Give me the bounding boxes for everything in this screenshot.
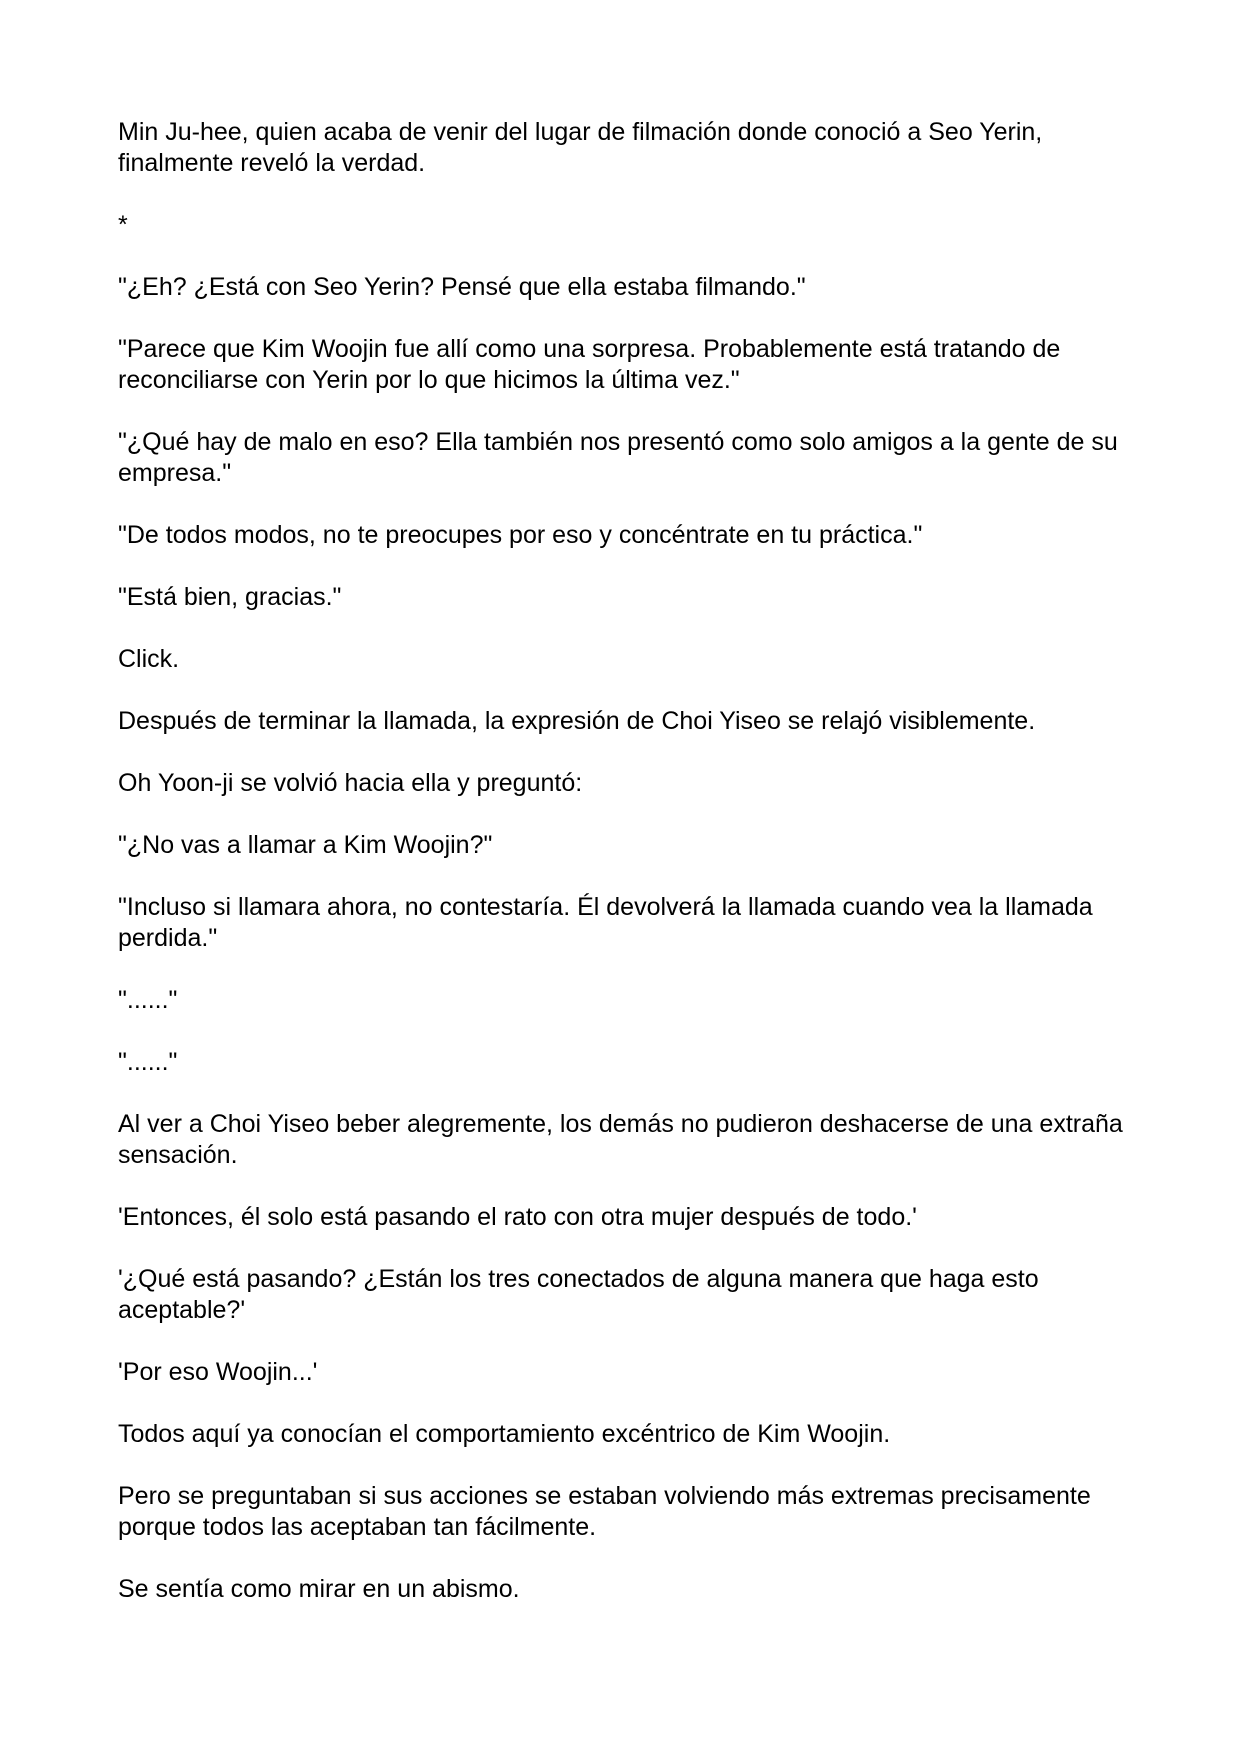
paragraph: 'Por eso Woojin...' [118, 1358, 318, 1386]
paragraph: "De todos modos, no te preocupes por eso y concéntrate en tu práctica." [118, 521, 923, 549]
paragraph: Se sentía como mirar en un abismo. [118, 1575, 520, 1603]
paragraph: 'Entonces, él solo está pasando el rato con otra mujer después de todo.' [118, 1203, 917, 1231]
paragraph: Al ver a Choi Yiseo beber alegremente, los demás no pudieron deshacerse de una extraña sensación. [118, 1110, 1123, 1169]
paragraph: "¿Qué hay de malo en eso? Ella también nos presentó como solo amigos a la gente de su empresa." [118, 428, 1118, 487]
paragraph: '¿Qué está pasando? ¿Están los tres conectados de alguna manera que haga esto aceptable?' [118, 1265, 1039, 1324]
paragraph: Oh Yoon-ji se volvió hacia ella y preguntó: [118, 769, 583, 797]
paragraph: Click. [118, 645, 180, 673]
paragraph: "Incluso si llamara ahora, no contestaría. Él devolverá la llamada cuando vea la llamada perdida." [118, 893, 1093, 952]
paragraph: Min Ju-hee, quien acaba de venir del lugar de filmación donde conoció a Seo Yerin, finalmente reveló la verdad. [118, 118, 1043, 177]
paragraph: "Está bien, gracias." [118, 583, 342, 611]
paragraph: Todos aquí ya conocían el comportamiento excéntrico de Kim Woojin. [118, 1420, 891, 1448]
document-body [118, 117, 1138, 1636]
paragraph: Pero se preguntaban si sus acciones se estaban volviendo más extremas precisamente porque todos las aceptaban tan fácilmente. [118, 1482, 1091, 1541]
paragraph: "......" [118, 986, 178, 1014]
paragraph: Después de terminar la llamada, la expresión de Choi Yiseo se relajó visiblemente. [118, 707, 1036, 735]
paragraph: "¿Eh? ¿Está con Seo Yerin? Pensé que ella estaba filmando." [118, 273, 806, 301]
paragraph: "¿No vas a llamar a Kim Woojin?" [118, 831, 493, 859]
paragraph: "......" [118, 1048, 178, 1076]
paragraph: "Parece que Kim Woojin fue allí como una sorpresa. Probablemente está tratando de reconciliarse con Yerin por lo que hicimos la última vez." [118, 335, 1061, 394]
section-break-asterisk: * [118, 211, 128, 239]
